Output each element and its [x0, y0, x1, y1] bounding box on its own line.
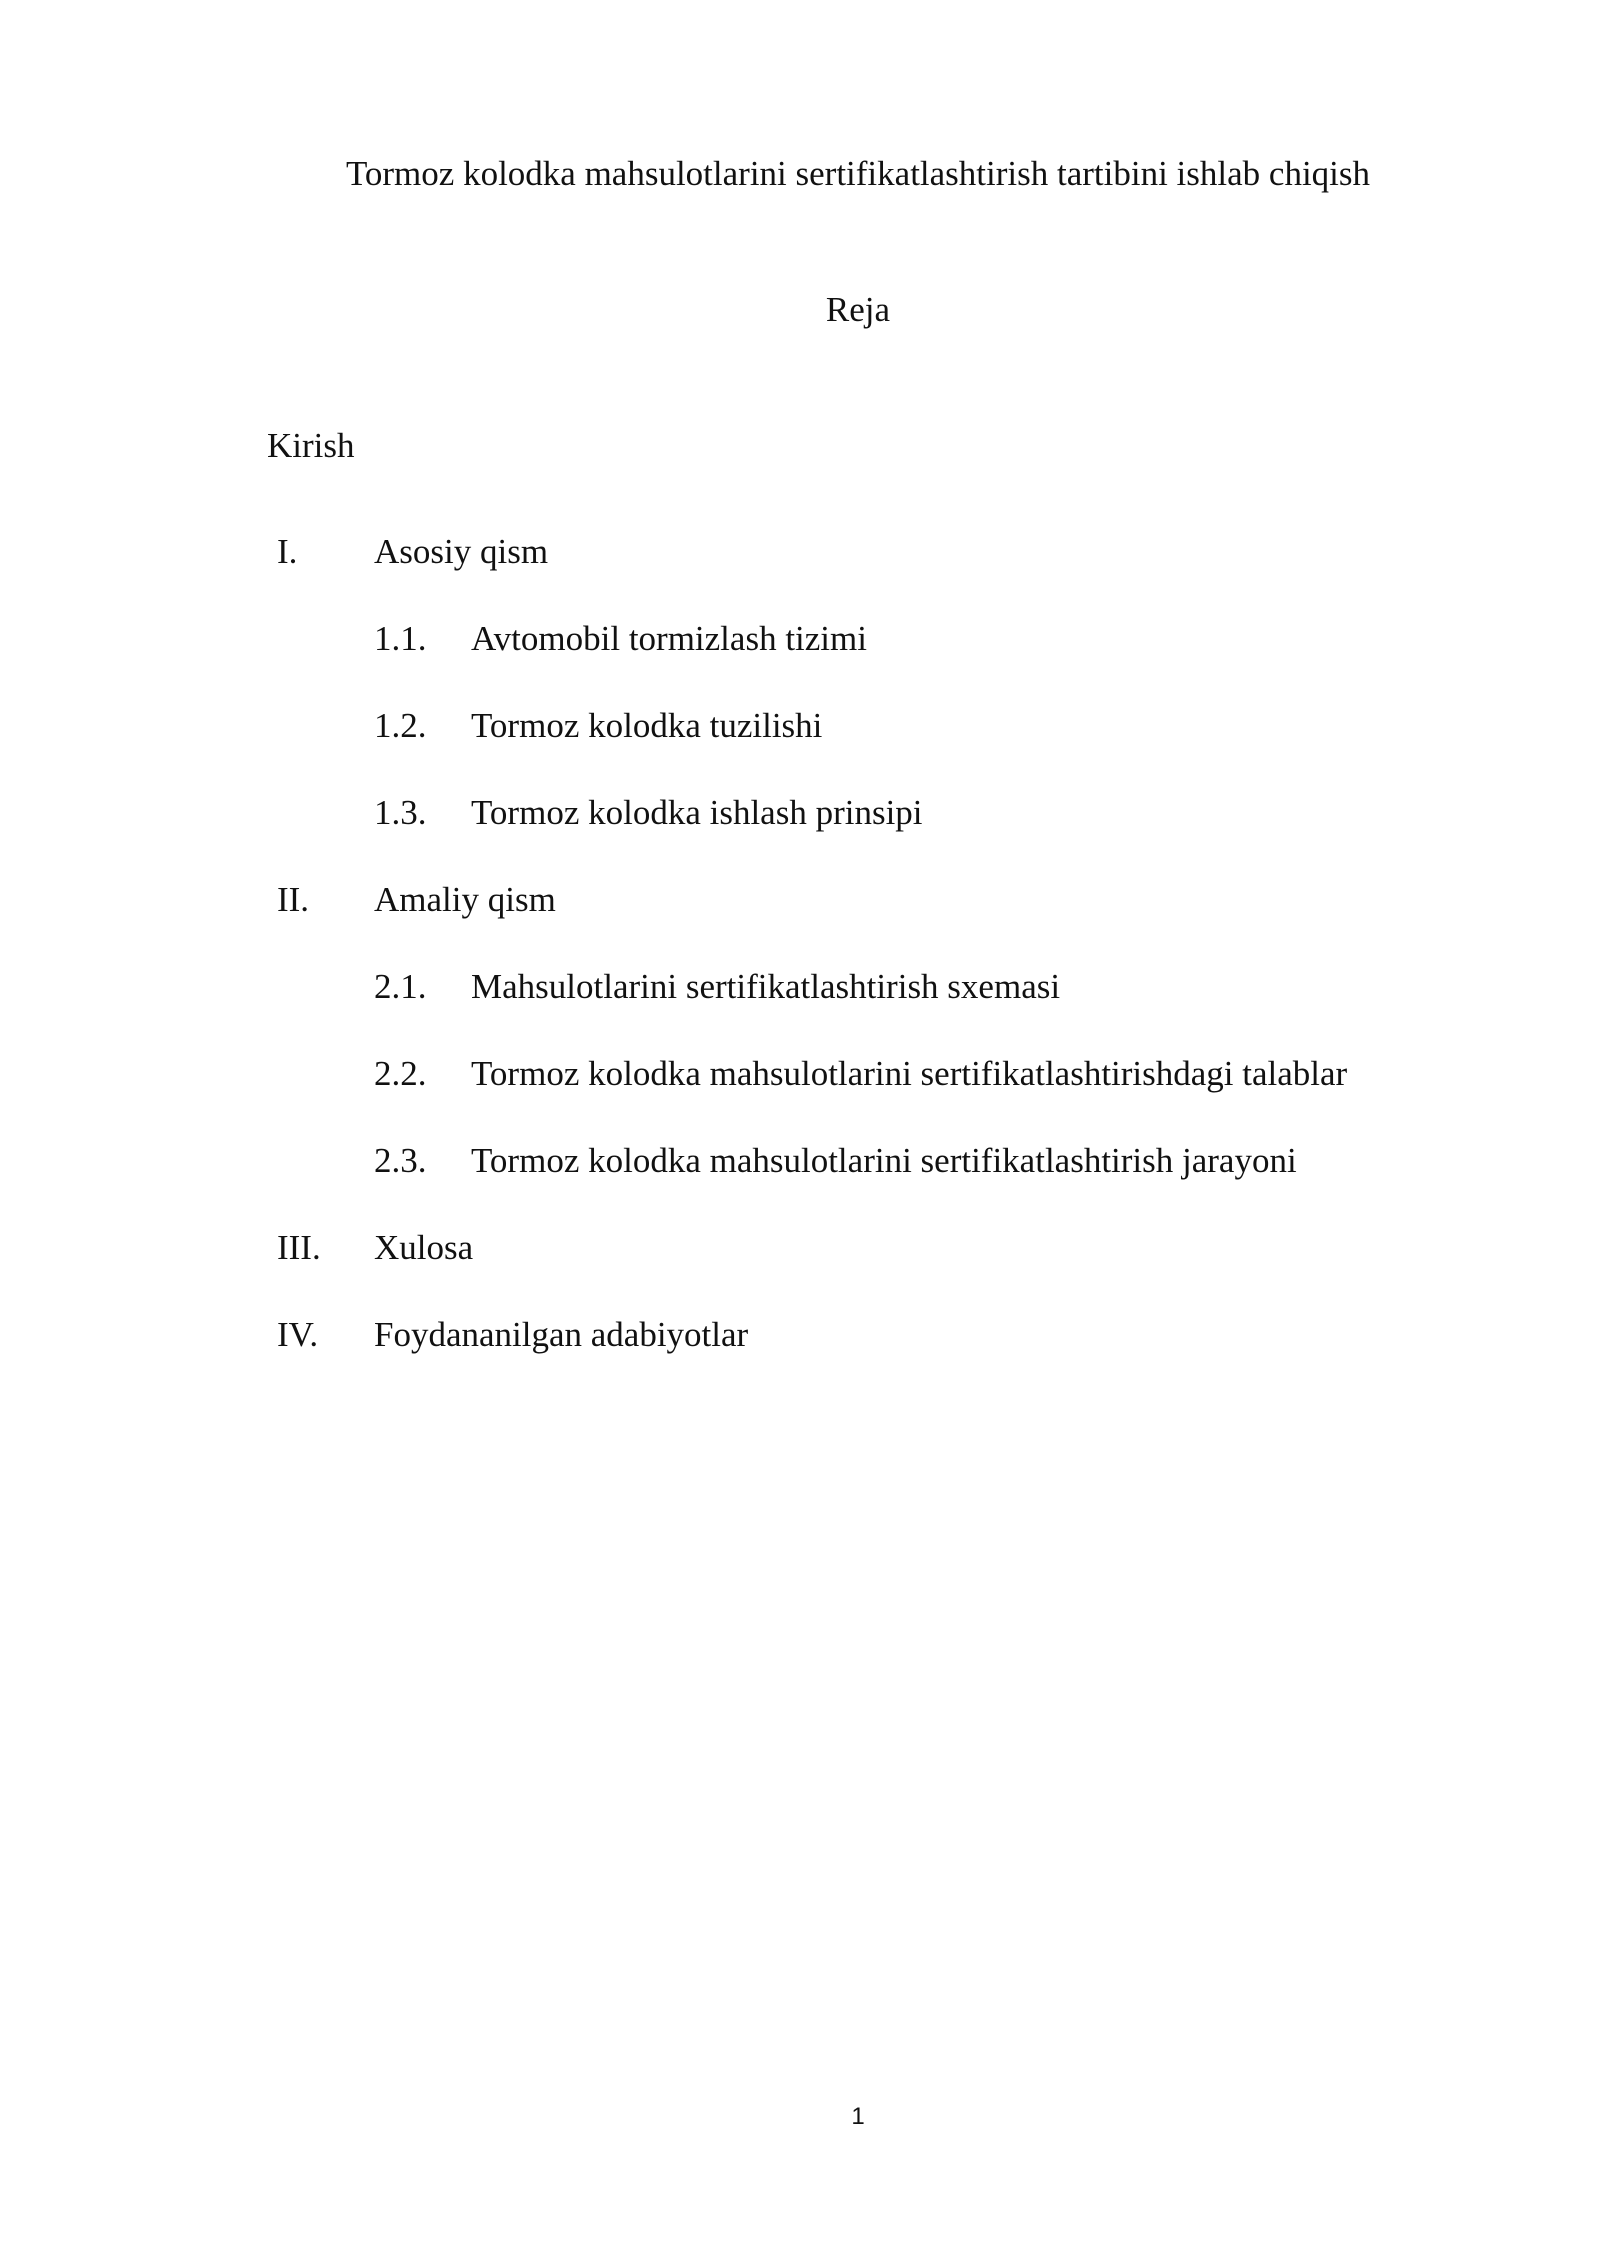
toc-entry-label: Amaliy qism	[374, 880, 556, 919]
toc-entry-1-2	[0, 704, 1600, 791]
page-number: 1	[851, 2103, 865, 2130]
toc-entry-label: Avtomobil tormizlash tizimi	[471, 619, 867, 658]
toc-entry-2-2	[0, 1052, 1600, 1139]
toc-entry-number: II.	[277, 880, 310, 919]
plan-heading: Reja	[825, 290, 891, 329]
toc-entry-label: Asosiy qism	[374, 532, 549, 571]
intro-entry: Kirish	[267, 426, 355, 465]
toc-entry-number: IV.	[277, 1315, 319, 1354]
toc-entry-number: III.	[277, 1228, 321, 1267]
toc-entry-3	[0, 1226, 1600, 1313]
toc-entry-number: I.	[277, 532, 298, 571]
toc-entry-number: 1.1.	[374, 619, 427, 658]
toc-entry-label: Mahsulotlarini sertifikatlashtirish sxemasi	[471, 967, 1061, 1006]
toc-entry-number: 2.2.	[374, 1054, 427, 1093]
toc-entry-number: 2.3.	[374, 1141, 427, 1180]
toc-entry-2	[0, 878, 1600, 965]
toc-entry-label: Tormoz kolodka ishlash prinsipi	[471, 793, 923, 832]
toc-entry-label: Tormoz kolodka mahsulotlarini sertifikatlashtirishdagi talablar	[471, 1054, 1348, 1093]
toc-entry-number: 1.2.	[374, 706, 427, 745]
toc-entry-4	[0, 1313, 1600, 1400]
table-of-contents	[0, 530, 1600, 1400]
toc-entry-2-3	[0, 1139, 1600, 1226]
toc-entry-1	[0, 530, 1600, 617]
toc-entry-number: 1.3.	[374, 793, 427, 832]
toc-entry-1-1	[0, 617, 1600, 704]
document-title: Tormoz kolodka mahsulotlarini sertifikatlashtirish tartibini ishlab chiqish	[345, 154, 1371, 193]
toc-entry-number: 2.1.	[374, 967, 427, 1006]
toc-entry-label: Foydananilgan adabiyotlar	[374, 1315, 749, 1354]
toc-entry-label: Tormoz kolodka mahsulotlarini sertifikatlashtirish jarayoni	[471, 1141, 1297, 1180]
toc-entry-2-1	[0, 965, 1600, 1052]
toc-entry-label: Tormoz kolodka tuzilishi	[471, 706, 823, 745]
toc-entry-label: Xulosa	[374, 1228, 474, 1267]
toc-entry-1-3	[0, 791, 1600, 878]
